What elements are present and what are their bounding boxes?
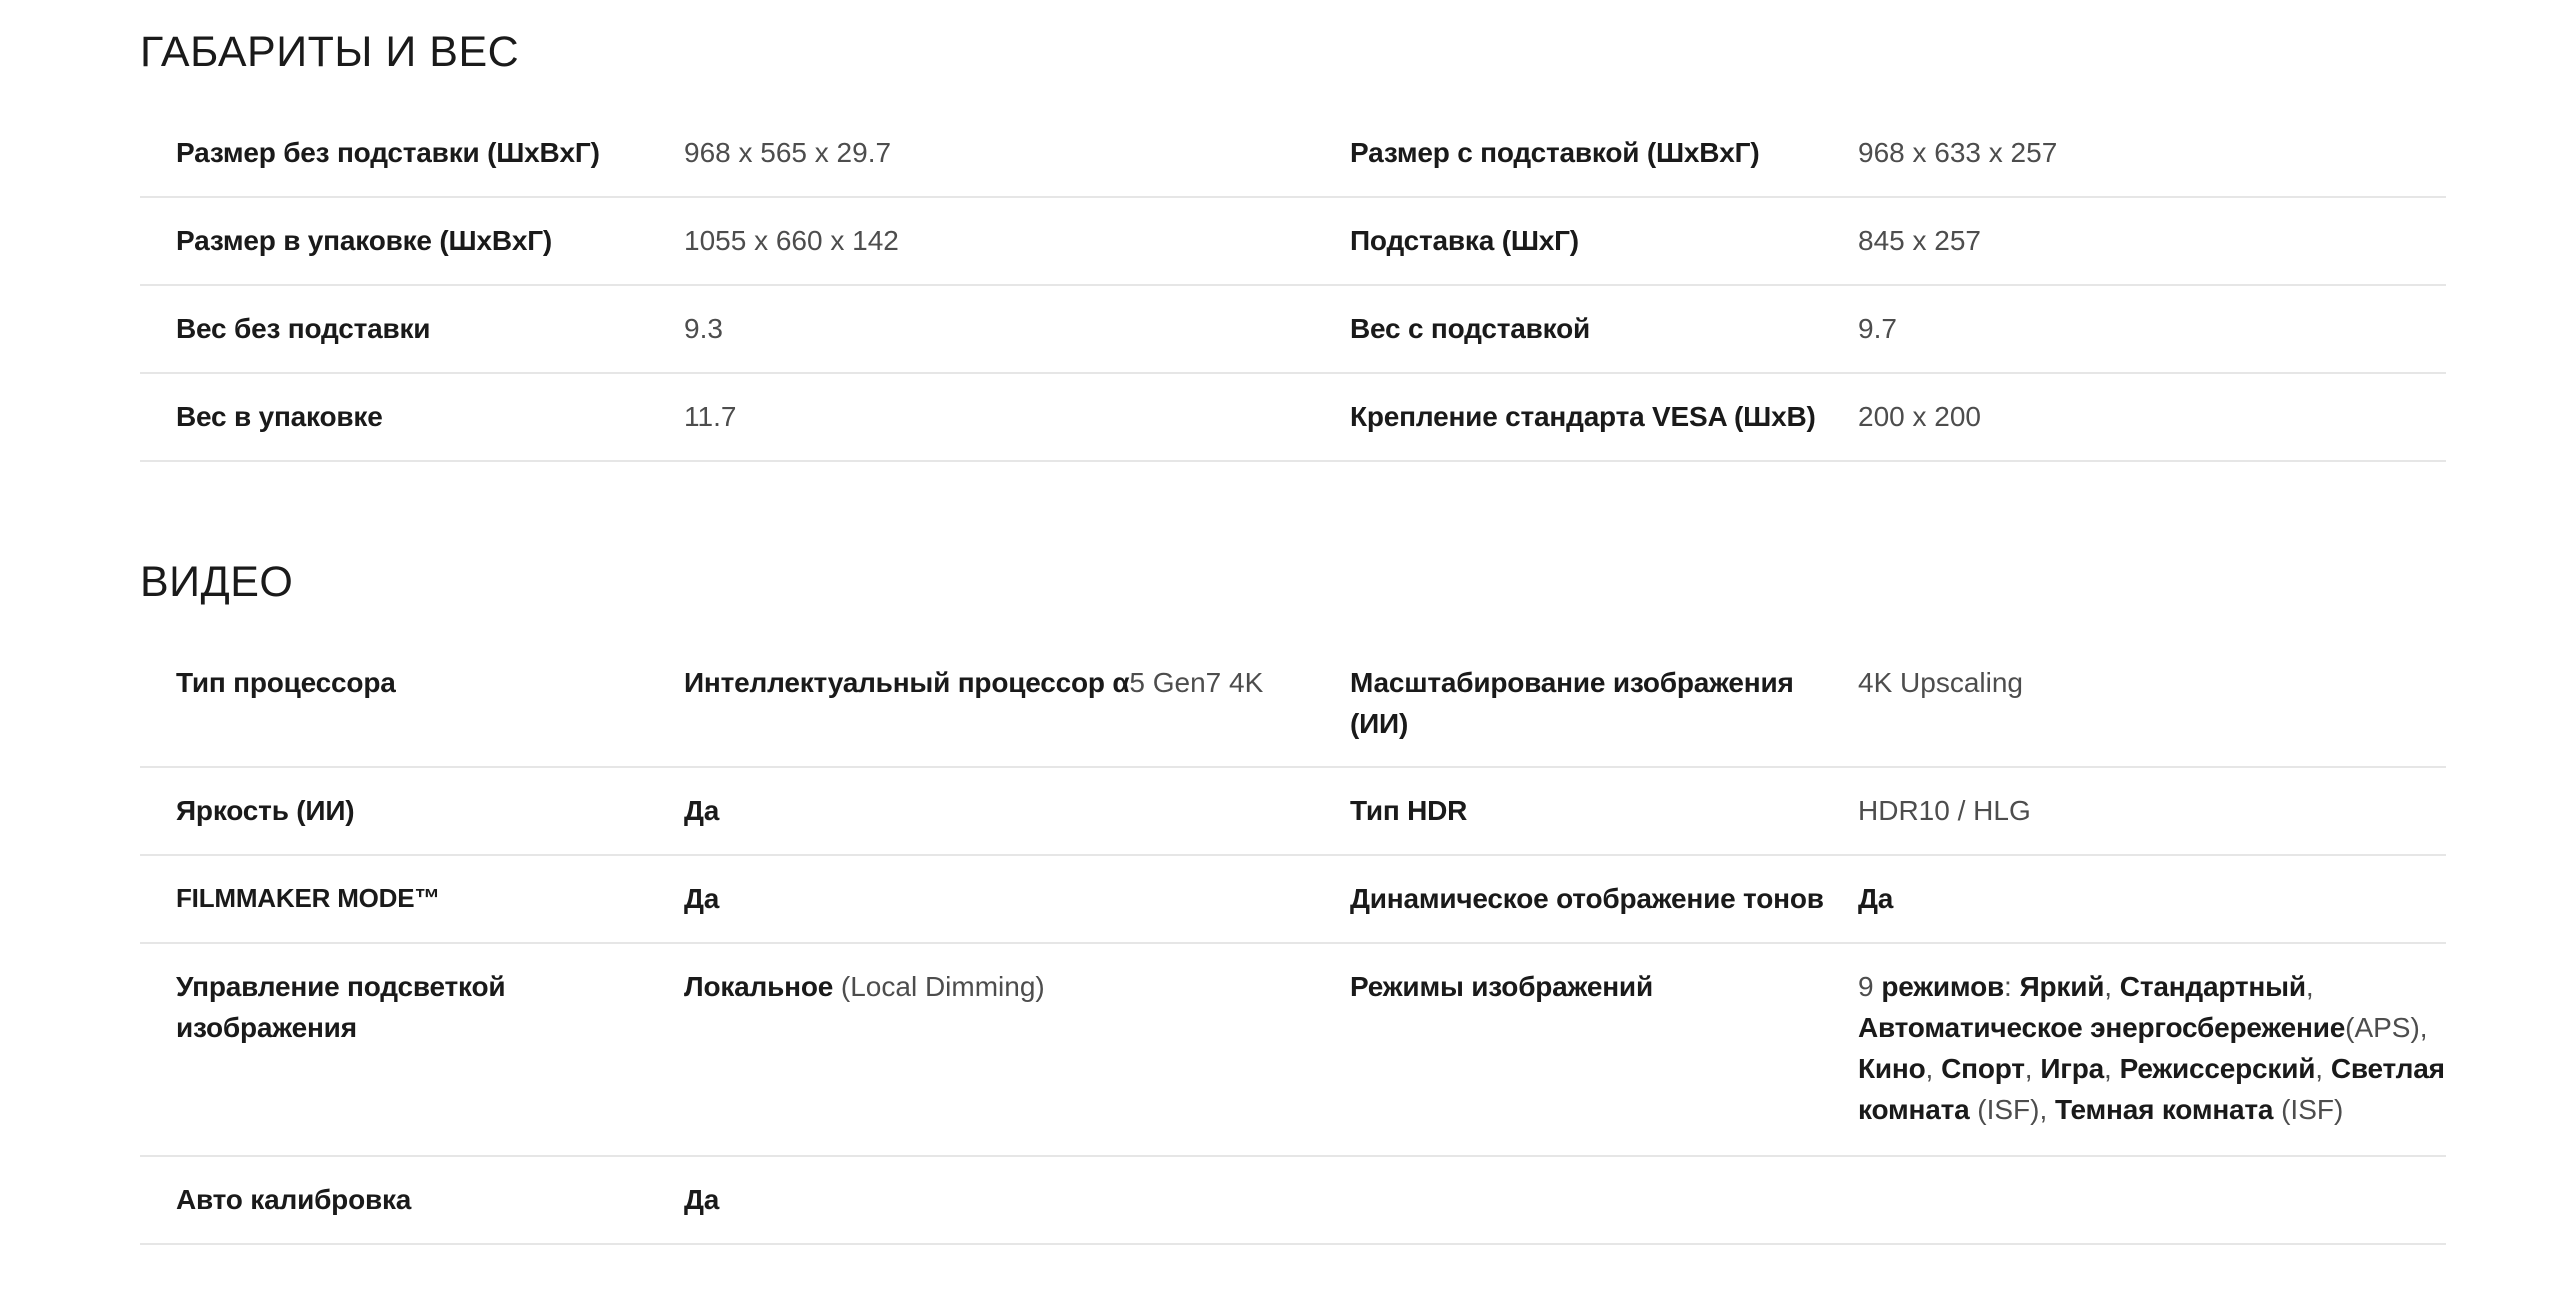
spec-label [176,966,505,1048]
spec-value: Да [684,883,720,914]
spec-value [684,662,1263,703]
spec-value-strong: Интеллектуальный процессор α [684,667,1130,698]
dimensions-spec-table [140,110,2446,462]
mode-text: Яркий [2019,971,2105,1002]
picture-modes-value [1858,966,2445,1130]
mode-text: Спорт [1941,1053,2025,1084]
spec-value: 845 x 257 [1858,225,1981,256]
mode-punct: : [2004,971,2020,1002]
mode-text: Кино [1858,1053,1926,1084]
spec-value: HDR10 / HLG [1858,795,2031,826]
spec-label: Вес в упаковке [176,401,383,432]
mode-punct: , [2104,1053,2120,1084]
spec-label: Авто калибровка [176,1184,412,1215]
spec-value: 9.3 [684,313,723,344]
spec-label: FILMMAKER MODE™ [176,883,441,913]
table-row [140,944,2446,1157]
mode-punct: , [2315,1053,2331,1084]
table-row [140,198,2446,286]
spec-label: Режимы изображений [1350,971,1653,1002]
spec-value-regular: 5 Gen7 4K [1129,667,1264,698]
spec-label-line: Управление подсветкой [176,971,506,1002]
table-row [140,768,2446,856]
spec-label: Вес с подставкой [1350,313,1591,344]
mode-punct: , [2024,1053,2041,1084]
table-row [140,110,2446,198]
spec-value: 4K Upscaling [1858,667,2023,698]
table-row [140,1157,2446,1245]
mode-text: комната [1858,1094,1970,1125]
spec-label: Крепление стандарта VESA (ШxВ) [1350,401,1816,432]
mode-punct: (APS), [2345,1012,2428,1043]
mode-punct: , [2104,971,2120,1002]
mode-text: Светлая [2330,1053,2445,1084]
spec-value: 200 x 200 [1858,401,1981,432]
spec-value [684,966,1045,1007]
spec-value: Да [1858,883,1894,914]
mode-punct: , [2305,971,2314,1002]
mode-text: Стандартный [2119,971,2306,1002]
video-spec-table [140,640,2446,1245]
spec-value: Да [684,1184,720,1215]
mode-punct: (ISF), [1969,1094,2056,1125]
spec-label-line: Масштабирование изображения [1350,667,1794,698]
spec-value: 11.7 [684,401,737,432]
spec-value: Да [684,795,720,826]
spec-label: Яркость (ИИ) [176,795,355,826]
spec-label: Тип HDR [1350,795,1468,826]
mode-text: Темная комната [2055,1094,2274,1125]
spec-label-line: изображения [176,1012,357,1043]
table-row [140,856,2446,944]
spec-value: 968 x 633 x 257 [1858,137,2058,168]
section-title-dimensions: ГАБАРИТЫ И ВЕС [140,28,520,76]
spec-value-regular: (Local Dimming) [840,971,1045,1002]
mode-text: Игра [2040,1053,2105,1084]
spec-label: Динамическое отображение тонов [1350,883,1824,914]
mode-count: 9 [1858,971,1874,1002]
spec-label: Вес без подставки [176,313,431,344]
mode-punct: (ISF) [2273,1094,2344,1125]
table-row [140,640,2446,768]
spec-value-strong: Локальное [684,971,834,1002]
spec-label: Размер с подставкой (ШxВxГ) [1350,137,1760,168]
spec-value: 9.7 [1858,313,1897,344]
mode-text: Автоматическое энергосбережение [1858,1012,2346,1043]
spec-label: Подставка (ШxГ) [1350,225,1579,256]
spec-value: 968 x 565 x 29.7 [684,137,892,168]
table-row [140,374,2446,462]
spec-label-line: (ИИ) [1350,708,1409,739]
spec-label [1350,662,1794,744]
spec-label: Тип процессора [176,667,396,698]
spec-label: Размер в упаковке (ШxВxГ) [176,225,553,256]
mode-punct: , [1925,1053,1942,1084]
table-row [140,286,2446,374]
mode-text: режимов [1881,971,2004,1002]
spec-value: 1055 x 660 x 142 [684,225,899,256]
mode-text: Режиссерский [2119,1053,2316,1084]
spec-label: Размер без подставки (ШxВxГ) [176,137,600,168]
section-title-video: ВИДЕО [140,558,294,606]
